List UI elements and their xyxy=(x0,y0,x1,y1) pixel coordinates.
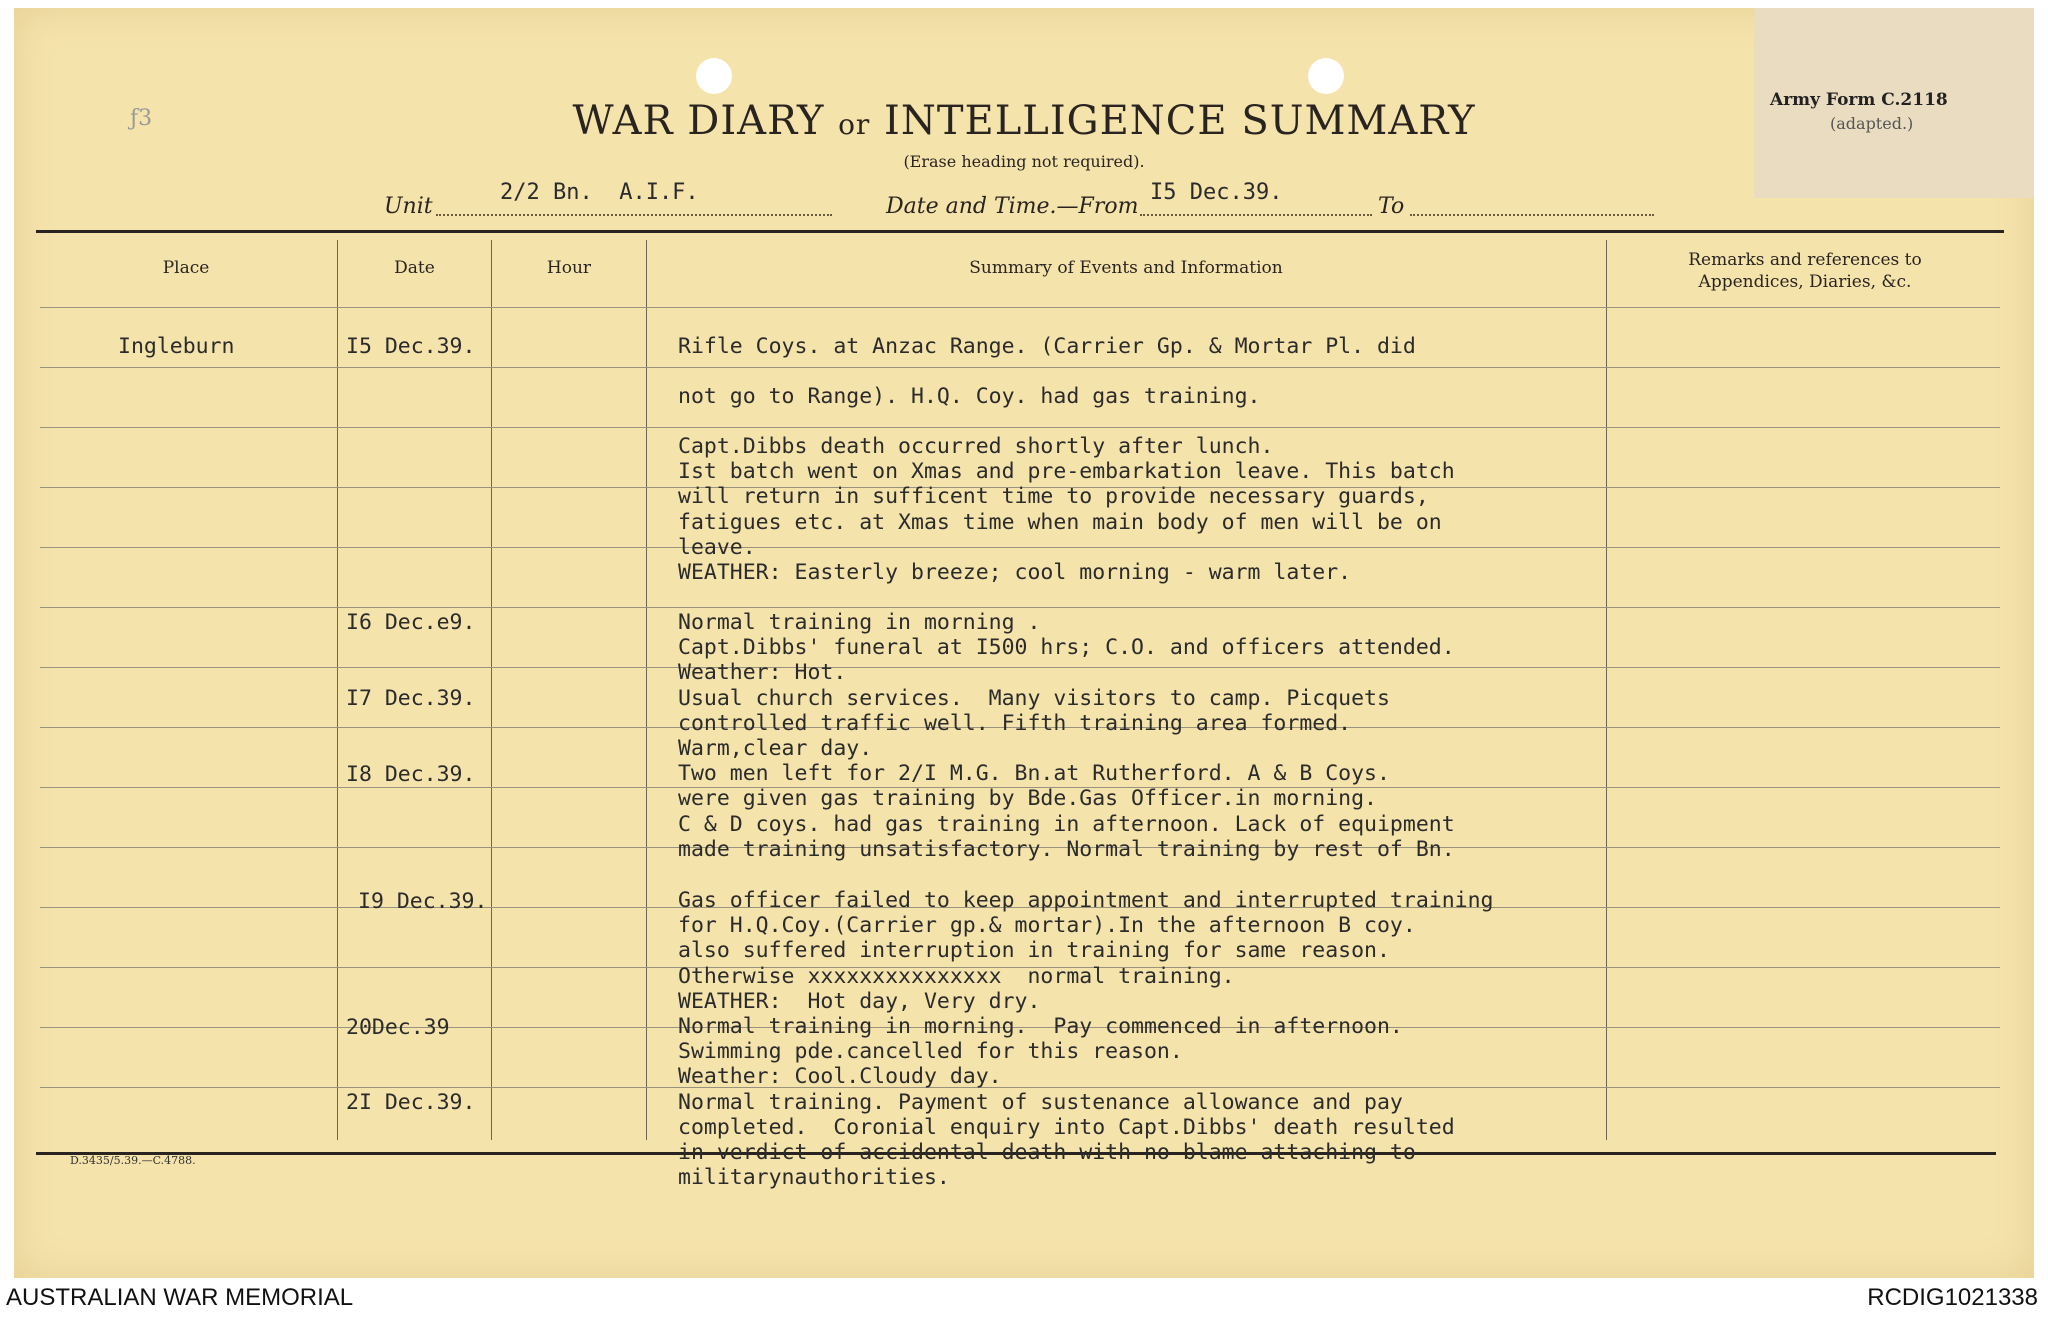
column-header-hour: Hour xyxy=(546,258,592,278)
date-entry-17: I7 Dec.39. xyxy=(346,686,476,711)
summary-block-15dec: Capt.Dibbs death occurred shortly after lunch. Ist batch went on Xmas and pre-embarkation leave. This batch will return in sufficent time to provide necessary guards, fatigues etc. at Xmas time when main body of men will be on leave. WEATHER: Easterly breeze; cool morning - warm later. xyxy=(678,434,1455,586)
punch-hole-right xyxy=(1308,58,1344,94)
form-code: D.3435/5.39.—C.4788. xyxy=(70,1154,196,1167)
place-entry: Ingleburn xyxy=(118,334,235,359)
title-main: WAR DIARY xyxy=(572,98,825,144)
column-header-summary: Summary of Events and Information xyxy=(969,258,1283,278)
table-top-rule xyxy=(36,230,2004,233)
summary-line-1: Rifle Coys. at Anzac Range. (Carrier Gp. & Mortar Pl. did xyxy=(678,334,1416,359)
title-or: or xyxy=(838,108,871,141)
date-entry-15: I5 Dec.39. xyxy=(346,334,476,359)
ruled-line xyxy=(40,607,2000,608)
date-label: Date and Time.—From xyxy=(886,194,1139,219)
column-divider-hour-summary xyxy=(646,240,647,1140)
date-entry-16: I6 Dec.e9. xyxy=(346,610,476,635)
unit-value: 2/2 Bn. A.I.F. xyxy=(500,180,699,205)
column-header-date: Date xyxy=(394,258,435,278)
subtitle: (Erase heading not required). xyxy=(903,152,1145,171)
caption-left: AUSTRALIAN WAR MEMORIAL xyxy=(6,1284,354,1311)
summary-block-16-18dec: Normal training in morning . Capt.Dibbs' funeral at I500 hrs; C.O. and officers attended. Weather: Hot. Usual church services. Many visitors to camp. Picquets controlled traffic well. Fifth training area formed. Warm,clear day. Two men left for 2/I M.G. Bn.at Rutherford. A & B Coys. were given gas training by Bde.Gas Officer.in morning. C & D coys. had gas training in afternoon. Lack of equipment made training unsatisfactory. Normal training by rest of Bn. xyxy=(678,610,1455,862)
date-entry-20: 20Dec.39 xyxy=(346,1015,450,1040)
to-dotted-line xyxy=(1410,214,1654,216)
title-rest: INTELLIGENCE SUMMARY xyxy=(884,98,1476,144)
date-from-value: I5 Dec.39. xyxy=(1150,180,1283,205)
date-entry-21: 2I Dec.39. xyxy=(346,1090,476,1115)
pencil-mark: ƒ3 xyxy=(130,106,153,131)
unit-label: Unit xyxy=(384,194,433,219)
summary-line-2: not go to Range). H.Q. Coy. had gas training. xyxy=(678,384,1261,409)
column-divider-date-hour xyxy=(491,240,492,1140)
punch-hole-left xyxy=(696,58,732,94)
summary-block-19-21dec: Gas officer failed to keep appointment and interrupted training for H.Q.Coy.(Carrier gp.& mortar).In the afternoon B coy. also suffered interruption in training for same reason. Otherwise xxxxxxxxxxxxxxx normal training. WEATHER: Hot day, Very dry. Normal training in morning. Pay commenced in afternoon. Swimming pde.cancelled for this reason. Weather: Cool.Cloudy day. Normal training. Payment of sustenance allowance and pay completed. Coronial enquiry into Capt.Dibbs' death resulted in verdict of accidental death with no blame attaching to militarynauthorities. xyxy=(678,888,1494,1191)
army-form-note: (adapted.) xyxy=(1830,114,1914,133)
to-label: To xyxy=(1378,194,1405,219)
column-header-remarks-line1: Remarks and references to xyxy=(1688,250,1922,270)
column-divider-place-date xyxy=(337,240,338,1140)
ruled-line xyxy=(40,427,2000,428)
date-dotted-line xyxy=(1140,214,1372,216)
date-entry-18: I8 Dec.39. xyxy=(346,762,476,787)
ruled-line xyxy=(40,307,2000,308)
army-form-label: Army Form C.2118 xyxy=(1770,90,1948,110)
ruled-line xyxy=(40,367,2000,368)
column-divider-summary-remarks xyxy=(1606,240,1607,1140)
unit-dotted-line xyxy=(436,214,832,216)
page-title xyxy=(0,98,2048,144)
caption-right: RCDIG1021338 xyxy=(1867,1284,2038,1311)
date-entry-19: I9 Dec.39. xyxy=(358,889,488,914)
column-header-remarks-line2: Appendices, Diaries, &c. xyxy=(1698,272,1912,292)
column-header-place: Place xyxy=(162,258,210,278)
